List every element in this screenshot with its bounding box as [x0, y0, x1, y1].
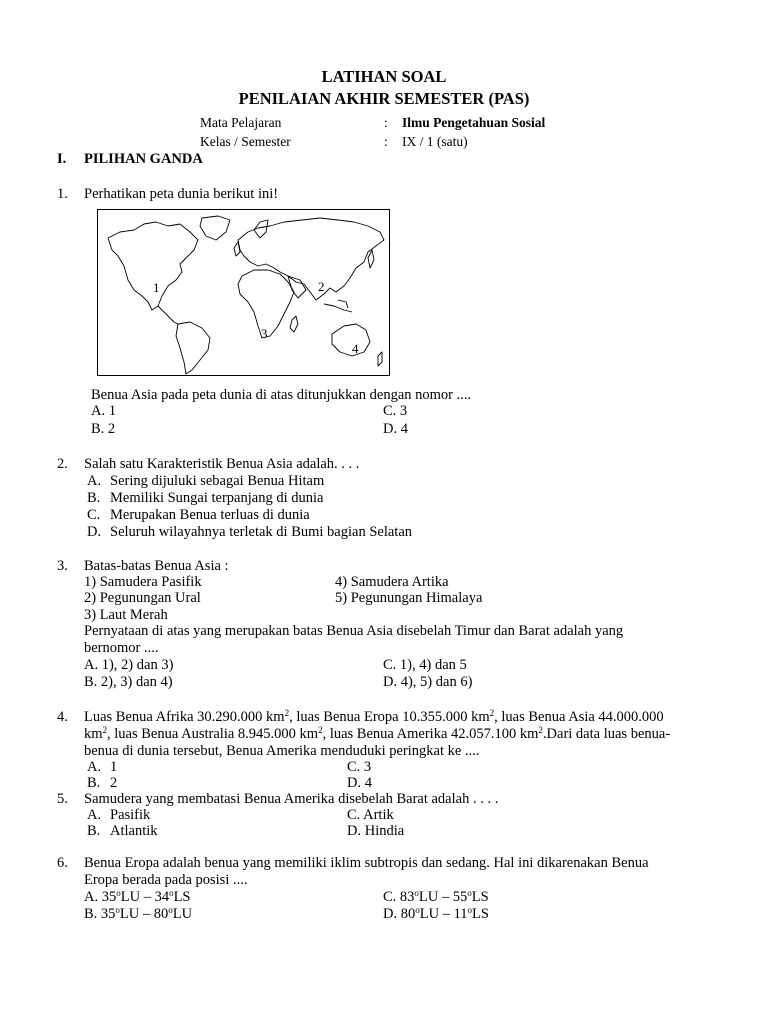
question-number: 4. — [57, 709, 68, 725]
world-map-outline — [98, 210, 389, 375]
option-c: C. 83$^o$LU – 55$^o$LS — [383, 888, 489, 905]
list-item: 4) Samudera Artika — [335, 574, 449, 590]
question-text-line: Luas Benua Afrika 30.290.000 $km^2$, luas Benua Eropa 10.355.000 $km^2$, luas Benua Asia 44.000.000 — [84, 708, 664, 725]
option-d-letter: D. — [87, 524, 102, 540]
option-a-letter: A. — [87, 473, 102, 489]
question-statement: Pernyataan di atas yang merupakan batas Benua Asia disebelah Timur dan Barat adalah yang — [84, 623, 624, 639]
question-text: Batas-batas Benua Asia : — [84, 558, 229, 574]
subject-colon: : — [384, 115, 388, 130]
world-map — [97, 209, 390, 376]
option-c: C. 3 — [347, 759, 372, 775]
section-number: I. — [57, 151, 67, 167]
question-text-line: $km^2$, luas Benua Australia 8.945.000 $km^2$, luas Benua Amerika 42.057.100 $km^2.Dari$ data luas benua- — [84, 725, 671, 742]
option-a: A. 35$^o$LU – 34$^o$LS — [84, 888, 191, 905]
question-text-line: Benua Eropa adalah benua yang memiliki iklim subtropis dan sedang. Hal ini dikarenakan Benua — [84, 855, 649, 871]
option-b: B. 2), 3) dan 4) — [84, 674, 173, 690]
question-number: 1. — [57, 186, 68, 202]
option-a-letter: A. — [87, 807, 102, 823]
class-colon: : — [384, 134, 388, 149]
page-subtitle: PENILAIAN AKHIR SEMESTER (PAS) — [238, 89, 530, 108]
map-label-3: 3 — [261, 326, 268, 341]
option-b-letter: B. — [87, 775, 101, 791]
option-a: A. 1), 2) dan 3) — [84, 657, 174, 673]
option-d: D. 4), 5) dan 6) — [383, 674, 473, 690]
option-c: C. 1), 4) dan 5 — [383, 657, 467, 673]
option-a-letter: A. — [87, 759, 102, 775]
question-text: Perhatikan peta dunia berikut ini! — [84, 186, 279, 202]
option-b: B. 35$^o$LU – 80$^o$LU — [84, 905, 193, 922]
question-text-line: benua di dunia tersebut, Benua Amerika menduduki peringkat ke .... — [84, 743, 480, 759]
option-d: D. 4 — [383, 421, 408, 437]
question-text: Benua Asia pada peta dunia di atas ditunjukkan dengan nomor .... — [91, 387, 472, 403]
option-a-text: 1 — [110, 759, 118, 775]
option-b-text: Atlantik — [110, 823, 158, 839]
option-a-text: Pasifik — [110, 807, 151, 823]
option-d: D. 4 — [347, 775, 372, 791]
subject-value: Ilmu Pengetahuan Sosial — [402, 115, 546, 130]
question-text-line: Eropa berada pada posisi .... — [84, 872, 248, 888]
list-item: 1) Samudera Pasifik — [84, 574, 202, 590]
question-statement: bernomor .... — [84, 640, 159, 656]
option-b-text: 2 — [110, 775, 118, 791]
option-b: B. 2 — [91, 421, 116, 437]
question-number: 6. — [57, 855, 68, 871]
subject-label: Mata Pelajaran — [200, 115, 282, 130]
question-number: 2. — [57, 456, 68, 472]
option-b-letter: B. — [87, 490, 101, 506]
map-label-2: 2 — [318, 279, 325, 294]
option-c-text: Merupakan Benua terluas di dunia — [110, 507, 310, 523]
option-d: D. 80$^o$LU – 11$^o$LS — [383, 905, 489, 922]
question-text: Salah satu Karakteristik Benua Asia adalah. . . . — [84, 456, 360, 472]
page-title: LATIHAN SOAL — [321, 67, 447, 86]
map-label-4: 4 — [352, 341, 359, 356]
option-a-text: Sering dijuluki sebagai Benua Hitam — [110, 473, 325, 489]
section-title: PILIHAN GANDA — [84, 151, 203, 167]
question-number: 3. — [57, 558, 68, 574]
option-c: C. Artik — [347, 807, 394, 823]
list-item: 3) Laut Merah — [84, 607, 168, 623]
option-d-text: Seluruh wilayahnya terletak di Bumi bagian Selatan — [110, 524, 413, 540]
list-item: 2) Pegunungan Ural — [84, 590, 201, 606]
option-d: D. Hindia — [347, 823, 405, 839]
option-b-text: Memiliki Sungai terpanjang di dunia — [110, 490, 324, 506]
option-c-letter: C. — [87, 507, 101, 523]
question-text: Samudera yang membatasi Benua Amerika disebelah Barat adalah . . . . — [84, 791, 499, 807]
option-b-letter: B. — [87, 823, 101, 839]
class-value: IX / 1 (satu) — [402, 134, 468, 149]
class-label: Kelas / Semester — [200, 134, 291, 149]
map-label-1: 1 — [153, 280, 160, 295]
question-number: 5. — [57, 791, 68, 807]
option-c: C. 3 — [383, 403, 408, 419]
option-a: A. 1 — [91, 403, 116, 419]
list-item: 5) Pegunungan Himalaya — [335, 590, 483, 606]
